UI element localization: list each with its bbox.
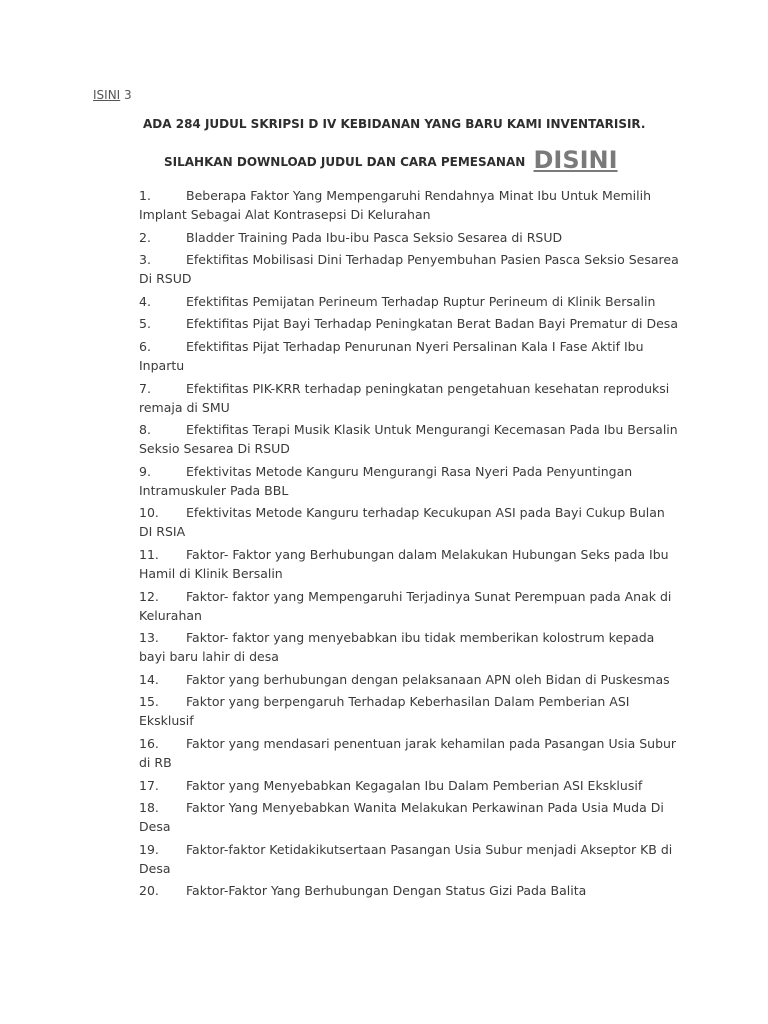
item-title: Faktor yang berpengaruh Terhadap Keberhasilan Dalam Pemberian ASI Eksklusif	[139, 694, 630, 729]
item-number: 8.	[139, 422, 151, 438]
list-item	[139, 503, 679, 541]
item-number: 16.	[139, 735, 159, 751]
list-item	[139, 186, 679, 224]
list-item	[139, 734, 679, 772]
item-number: 5.	[139, 316, 151, 332]
item-number: 17.	[139, 777, 159, 793]
item-number: 3.	[139, 252, 151, 268]
list-item	[139, 462, 679, 500]
item-number: 11.	[139, 546, 159, 562]
list-item	[139, 776, 679, 795]
item-number: 2.	[139, 229, 151, 245]
item-number: 9.	[139, 463, 151, 479]
item-title: Bladder Training Pada Ibu-ibu Pasca Seksio Sesarea di RSUD	[186, 229, 563, 245]
item-number: 20.	[139, 883, 159, 899]
item-title: Efektivitas Metode Kanguru Mengurangi Rasa Nyeri Pada Penyuntingan Intramuskuler Pada BBL	[139, 463, 633, 498]
item-number: 6.	[139, 338, 151, 354]
list-item	[139, 420, 679, 458]
item-title: Faktor yang berhubungan dengan pelaksanaan APN oleh Bidan di Puskesmas	[186, 671, 670, 687]
item-title: Faktor- faktor yang Mempengaruhi Terjadinya Sunat Perempuan pada Anak di Kelurahan	[139, 588, 672, 623]
list-item	[139, 692, 679, 730]
item-number: 7.	[139, 380, 151, 396]
list-item	[139, 587, 679, 625]
item-title: Faktor-faktor Ketidakikutsertaan Pasangan Usia Subur menjadi Akseptor KB di Desa	[139, 841, 673, 876]
header-suffix: 3	[120, 88, 132, 102]
item-title: Efektifitas Mobilisasi Dini Terhadap Penyembuhan Pasien Pasca Seksio Sesarea Di RSUD	[139, 252, 679, 287]
item-number: 4.	[139, 293, 151, 309]
item-title: Faktor-Faktor Yang Berhubungan Dengan Status Gizi Pada Balita	[186, 883, 587, 899]
list-item	[139, 840, 679, 878]
item-number: 13.	[139, 630, 159, 646]
item-title: Efektifitas Pemijatan Perineum Terhadap Ruptur Perineum di Klinik Bersalin	[186, 293, 656, 309]
item-title: Faktor Yang Menyebabkan Wanita Melakukan Perkawinan Pada Usia Muda Di Desa	[139, 800, 664, 835]
title-list	[139, 186, 679, 904]
item-number: 10.	[139, 505, 159, 521]
item-title: Efektifitas PIK-KRR terhadap peningkatan pengetahuan kesehatan reproduksi remaja di SMU	[139, 380, 670, 415]
list-item	[139, 250, 679, 288]
item-title: Efektifitas Terapi Musik Klasik Untuk Mengurangi Kecemasan Pada Ibu Bersalin Seksio Sesarea Di RSUD	[139, 422, 678, 457]
item-title: Efektifitas Pijat Bayi Terhadap Peningkatan Berat Badan Bayi Prematur di Desa	[186, 316, 678, 332]
item-number: 19.	[139, 841, 159, 857]
list-item	[139, 292, 679, 311]
list-item	[139, 314, 679, 333]
item-title: Faktor yang mendasari penentuan jarak kehamilan pada Pasangan Usia Subur di RB	[139, 735, 677, 770]
list-item	[139, 798, 679, 836]
list-item	[139, 881, 679, 900]
item-number: 18.	[139, 800, 159, 816]
item-number: 15.	[139, 694, 159, 710]
item-title: Beberapa Faktor Yang Mempengaruhi Rendahnya Minat Ibu Untuk Memilih Implant Sebagai Alat Kontrasepsi Di Kelurahan	[139, 188, 652, 222]
list-item	[139, 228, 679, 247]
headline: ADA 284 JUDUL SKRIPSI D IV KEBIDANAN YANG BARU KAMI INVENTARISIR.	[143, 117, 646, 131]
list-item	[139, 337, 679, 375]
item-number: 12.	[139, 588, 159, 604]
list-item	[139, 379, 679, 417]
list-item	[139, 545, 679, 583]
isini-link[interactable]: ISINI	[93, 88, 121, 102]
item-number: 14.	[139, 671, 159, 687]
download-line	[164, 144, 618, 178]
download-text: SILAHKAN DOWNLOAD JUDUL DAN CARA PEMESANAN	[164, 155, 526, 169]
list-item	[139, 628, 679, 666]
item-title: Faktor- Faktor yang Berhubungan dalam Melakukan Hubungan Seks pada Ibu Hamil di Klinik Bersalin	[139, 546, 669, 581]
header-line	[93, 87, 132, 103]
disini-link[interactable]: DISINI	[533, 146, 618, 174]
item-title: Faktor- faktor yang menyebabkan ibu tidak memberikan kolostrum kepada bayi baru lahir di desa	[139, 630, 655, 665]
item-number: 1.	[139, 188, 151, 203]
list-item	[139, 670, 679, 689]
item-title: Efektivitas Metode Kanguru terhadap Kecukupan ASI pada Bayi Cukup Bulan DI RSIA	[139, 505, 665, 540]
item-title: Efektifitas Pijat Terhadap Penurunan Nyeri Persalinan Kala I Fase Aktif Ibu Inpartu	[139, 338, 644, 373]
item-title: Faktor yang Menyebabkan Kegagalan Ibu Dalam Pemberian ASI Eksklusif	[186, 777, 643, 793]
